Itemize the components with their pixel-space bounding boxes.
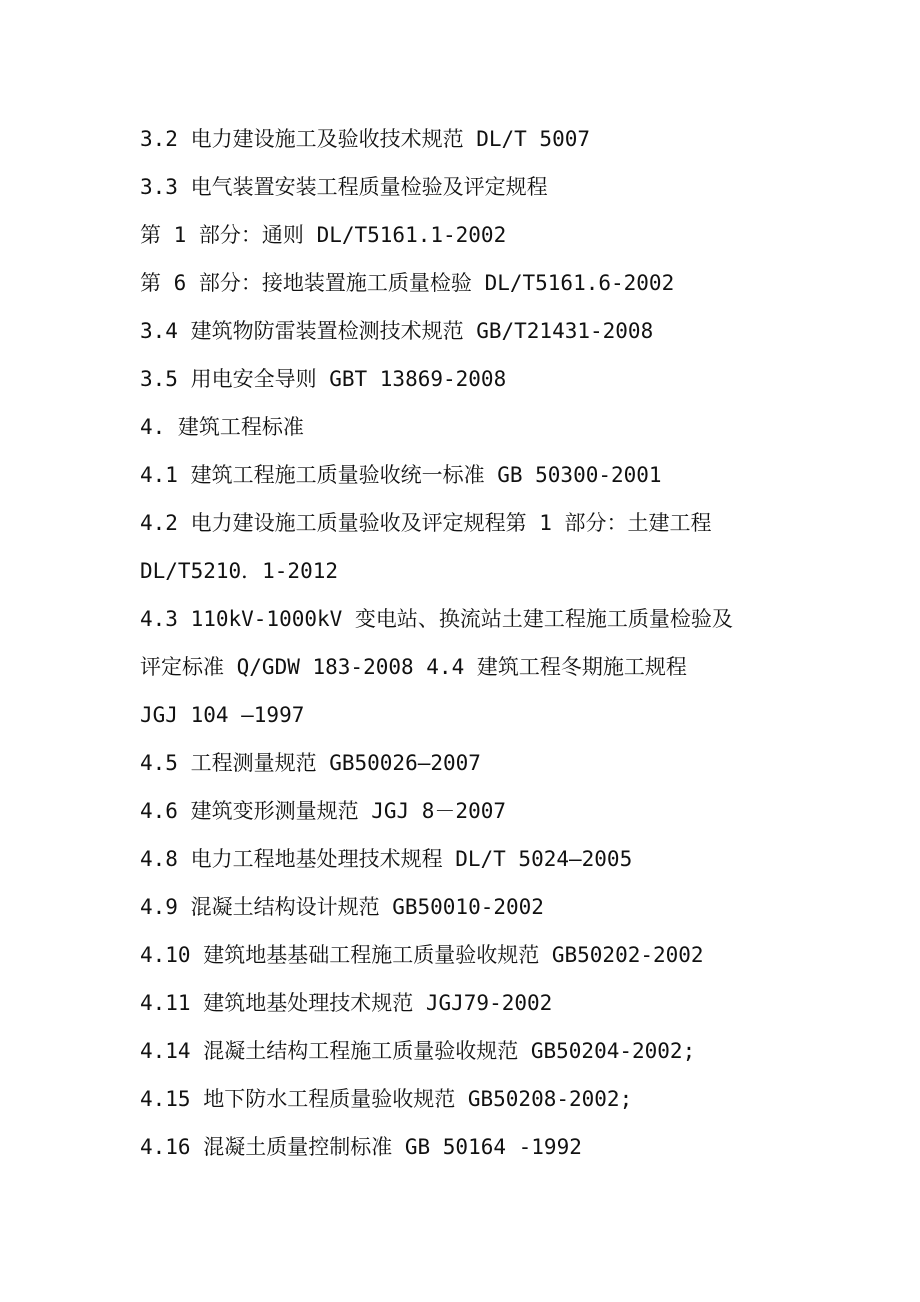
list-line: 3.5 用电安全导则 GBT 13869-2008 bbox=[140, 367, 507, 391]
list-line: 4.14 混凝土结构工程施工质量验收规范 GB50204-2002; bbox=[140, 1039, 696, 1063]
list-line: 4.9 混凝土结构设计规范 GB50010-2002 bbox=[140, 895, 544, 919]
list-line: DL/T5210．1-2012 bbox=[140, 559, 339, 583]
list-line: 4.1 建筑工程施工质量验收统一标准 GB 50300-2001 bbox=[140, 463, 662, 487]
section-heading: 4. 建筑工程标准 bbox=[140, 415, 304, 439]
standards-list bbox=[140, 115, 790, 1171]
list-line: 4.6 建筑变形测量规范 JGJ 8－2007 bbox=[140, 799, 507, 823]
list-line: 3.2 电力建设施工及验收技术规范 DL/T 5007 bbox=[140, 127, 591, 151]
list-line: 评定标准 Q/GDW 183-2008 4.4 建筑工程冬期施工规程 bbox=[140, 655, 687, 679]
list-line: 4.10 建筑地基基础工程施工质量验收规范 GB50202-2002 bbox=[140, 943, 704, 967]
list-line: 4.16 混凝土质量控制标准 GB 50164 -1992 bbox=[140, 1135, 582, 1159]
list-line: 4.11 建筑地基处理技术规范 JGJ79-2002 bbox=[140, 991, 553, 1015]
list-line: 4.5 工程测量规范 GB50026—2007 bbox=[140, 751, 481, 775]
list-line: JGJ 104 —1997 bbox=[140, 703, 305, 727]
list-line: 3.3 电气装置安装工程质量检验及评定规程 bbox=[140, 175, 548, 199]
list-line: 4.3 110kV-1000kV 变电站、换流站土建工程施工质量检验及 bbox=[140, 607, 733, 631]
list-line: 3.4 建筑物防雷装置检测技术规范 GB/T21431-2008 bbox=[140, 319, 654, 343]
list-line: 4.15 地下防水工程质量验收规范 GB50208-2002; bbox=[140, 1087, 633, 1111]
list-line: 第 1 部分：通则 DL/T5161.1-2002 bbox=[140, 223, 507, 247]
list-line: 4.8 电力工程地基处理技术规程 DL/T 5024—2005 bbox=[140, 847, 633, 871]
list-line: 第 6 部分：接地装置施工质量检验 DL/T5161.6-2002 bbox=[140, 271, 675, 295]
list-line: 4.2 电力建设施工质量验收及评定规程第 1 部分：土建工程 bbox=[140, 511, 712, 535]
